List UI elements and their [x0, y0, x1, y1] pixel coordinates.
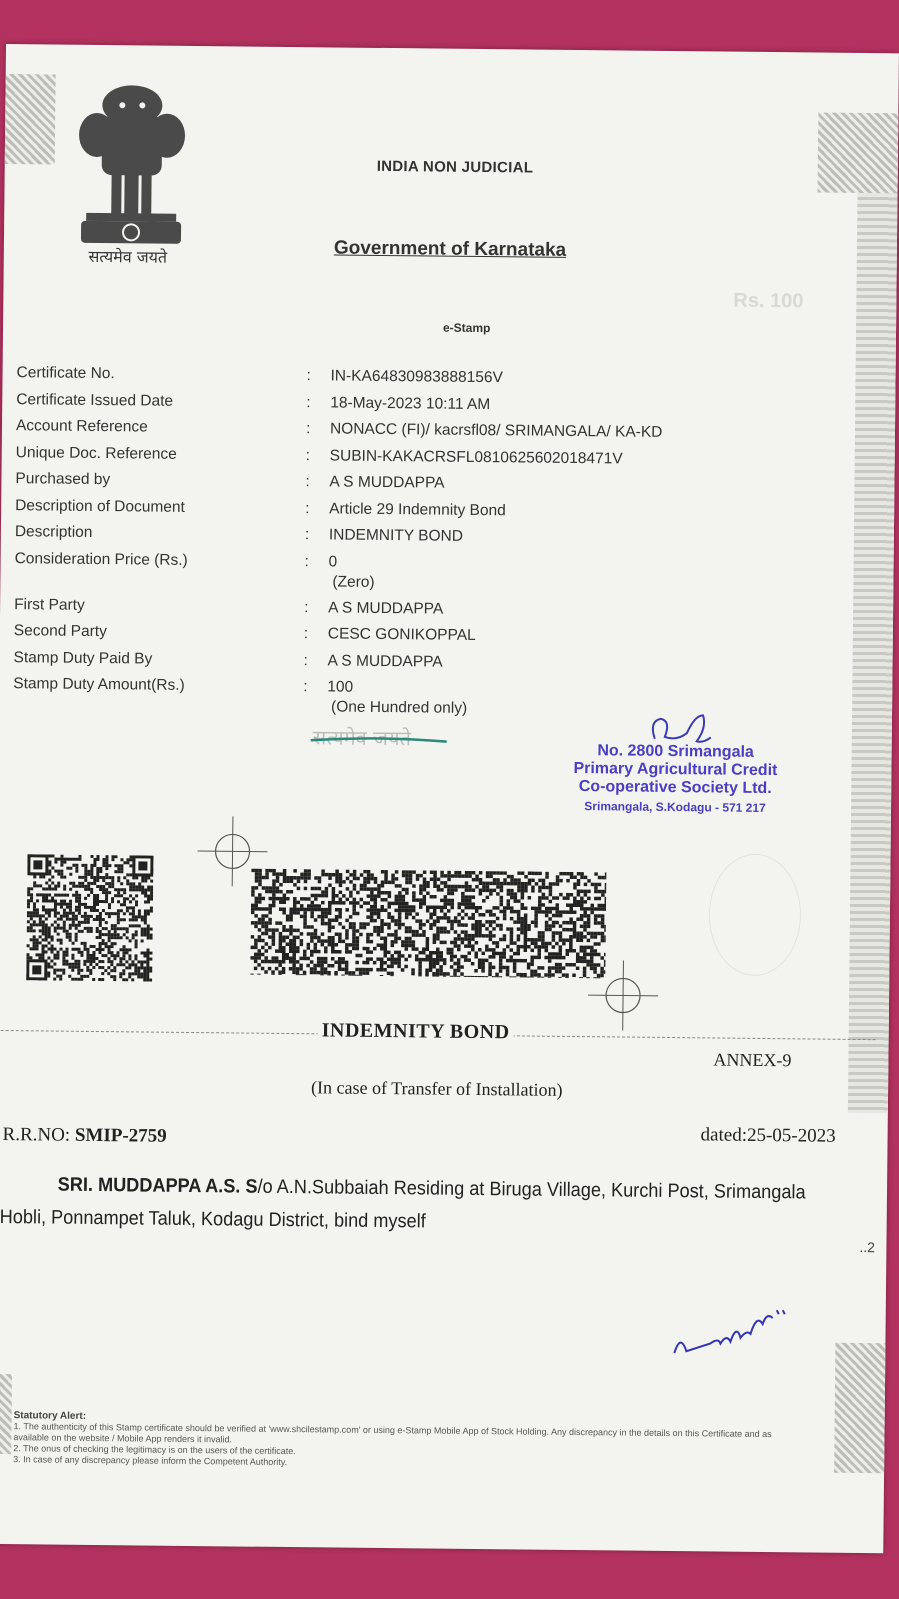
field-colon: :: [303, 625, 309, 643]
field-label: First Party: [14, 595, 85, 614]
field-value: INDEMNITY BOND: [328, 526, 464, 545]
field-colon: :: [304, 598, 309, 616]
field-label: Description of Document: [15, 496, 185, 516]
header-india-non-judicial: INDIA NON JUDICIAL: [376, 157, 534, 177]
field-label: Stamp Duty Amount(Rs.): [13, 675, 185, 694]
field-value: A S MUDDAPPA: [329, 473, 445, 492]
field-value: CESC GONIKOPPAL: [327, 625, 476, 644]
annex-label: ANNEX-9: [713, 1049, 792, 1071]
field-label: Second Party: [13, 622, 108, 641]
field-colon: :: [303, 651, 308, 669]
field-label: Certificate No.: [16, 364, 115, 383]
bond-date: dated:25-05-2023: [700, 1124, 836, 1147]
field-label: Description: [14, 523, 93, 541]
field-colon: :: [304, 552, 310, 570]
bond-body: [0, 1168, 819, 1243]
field-colon: :: [304, 526, 310, 544]
watermark-motto: सत्यमेव जयते: [312, 725, 412, 751]
field-label: Account Reference: [15, 417, 148, 436]
field-subvalue: (One Hundred only): [330, 698, 468, 717]
field-label: Stamp Duty Paid By: [13, 648, 153, 668]
body-bold-name: SRI. MUDDAPPA A.S. S: [57, 1173, 258, 1198]
field-label: Certificate Issued Date: [16, 390, 174, 410]
corner-pattern: [817, 113, 898, 194]
field-value: NONACC (FI)/ kacrsfl08/ SRIMANGALA/ KA-KD: [329, 420, 663, 441]
security-border: [848, 113, 898, 1113]
field-value: 0: [328, 552, 338, 570]
statutory-title: Statutory Alert:: [13, 1410, 87, 1422]
field-colon: :: [305, 446, 311, 464]
field-colon: :: [303, 678, 308, 696]
field-colon: :: [305, 499, 310, 517]
field-value: A S MUDDAPPA: [328, 598, 444, 618]
field-value: 18-May-2023 10:11 AM: [330, 393, 491, 413]
field-value: SUBIN-KAKACRSFL0810625602018471V: [329, 446, 623, 467]
bond-subtitle: (In case of Transfer of Installation): [310, 1077, 563, 1100]
body-line-2: Hobli, Ponnampet Taluk, Kodagu District, bind myself: [0, 1205, 426, 1233]
statutory-item: 2. The onus of checking the legitimacy is on the users of the certificate.: [13, 1443, 296, 1457]
field-label: Consideration Price (Rs.): [14, 549, 188, 569]
field-value: 100: [327, 678, 354, 696]
2d-barcode: [250, 869, 606, 979]
header-government: Government of Karnataka: [333, 237, 567, 261]
field-colon: :: [305, 420, 311, 438]
rr-number: [2, 1124, 166, 1148]
bond-title: INDEMNITY BOND: [318, 1019, 514, 1044]
signature: [670, 1303, 791, 1364]
statutory-alert: [13, 1410, 774, 1473]
field-value: A S MUDDAPPA: [327, 651, 443, 671]
field-colon: :: [306, 367, 311, 385]
rr-label: R.R.NO:: [2, 1124, 76, 1146]
qr-code: [26, 854, 153, 981]
field-label: Purchased by: [15, 470, 111, 489]
pen-stroke: [309, 735, 449, 746]
stamp-line-4: Srimangala, S.Kodagu - 571 217: [584, 799, 766, 815]
field-row: [13, 675, 733, 729]
field-label: Unique Doc. Reference: [15, 443, 177, 463]
statutory-item: 1. The authenticity of this Stamp certificate should be verified at 'www.shcilestamp.com' or using e-Stamp Mobile App of Stock Holding. Any discrepancy in the details on this Certificate and as available on the website / Mobile App renders it invalid.: [13, 1421, 772, 1445]
field-row: [14, 550, 734, 604]
header-estamp: e-Stamp: [442, 320, 491, 336]
corner-pattern: [5, 74, 56, 165]
certificate-fields: [13, 364, 737, 729]
field-subvalue: (Zero): [332, 572, 375, 591]
page-continuation-mark: ..2: [859, 1239, 876, 1256]
stamp-line-1: No. 2800 Srimangala: [597, 742, 754, 761]
field-colon: :: [305, 473, 310, 491]
corner-pattern: [834, 1343, 885, 1474]
stamp-line-2: Primary Agricultural Credit: [573, 759, 778, 780]
stamp-paper: [0, 44, 899, 1553]
rr-value: SMIP-2759: [74, 1124, 167, 1147]
statutory-item: 3. In case of any discrepancy please inform the Competent Authority.: [13, 1454, 288, 1468]
stamp-line-3: Co-operative Society Ltd.: [578, 778, 772, 798]
field-value: IN-KA64830983888156V: [330, 367, 503, 387]
corner-pattern: [0, 1374, 12, 1454]
field-colon: :: [306, 393, 311, 411]
faint-seal: [708, 853, 801, 976]
body-line-1: /o A.N.Subbaiah Residing at Biruga Village, Kurchi Post, Srimangala: [257, 1175, 806, 1204]
society-rubber-stamp: [550, 742, 801, 816]
field-value: Article 29 Indemnity Bond: [329, 499, 506, 519]
faint-rs-watermark: Rs. 100: [733, 289, 804, 313]
emblem-motto: सत्यमेव जयते: [88, 246, 168, 267]
